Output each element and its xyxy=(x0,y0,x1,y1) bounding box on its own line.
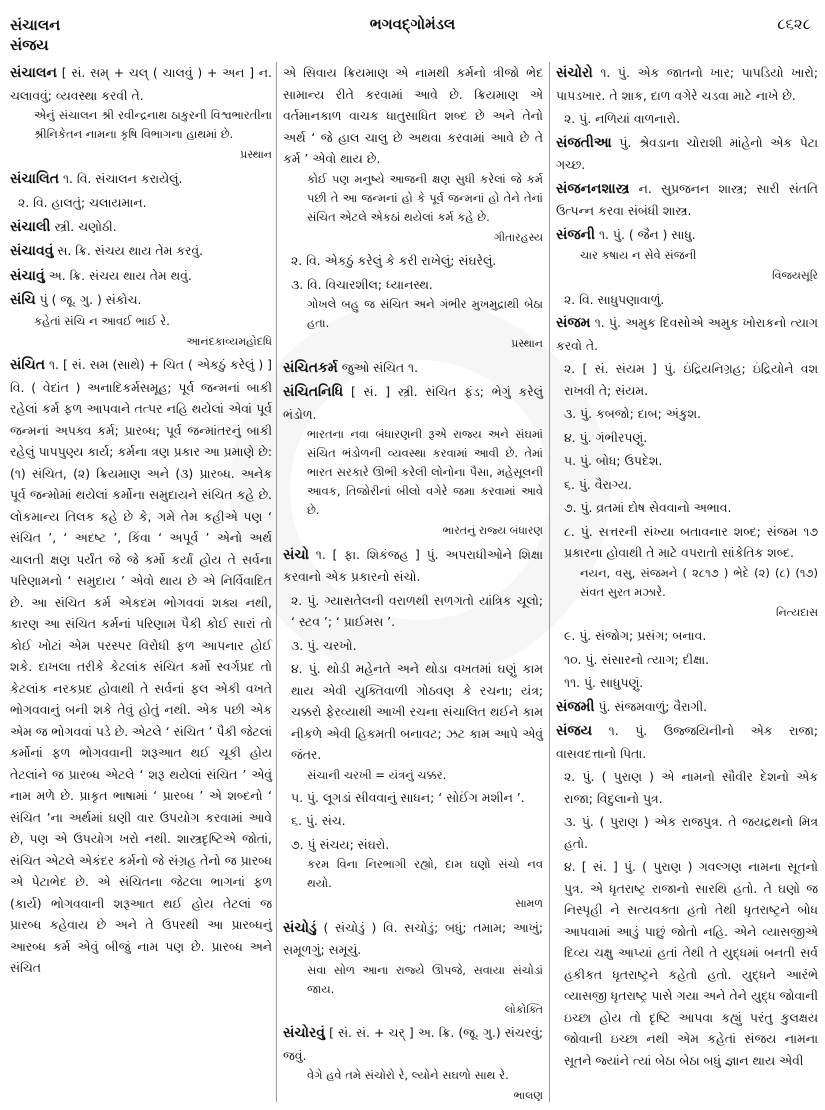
citation-quote: ગોખલે બહુ જ સંચિત અને ગંભીર મુખમુદ્રાથી બેઠા હતા. xyxy=(307,297,543,330)
definition: ૧. પું. એક જાતનો ખાર; પાપડિયો ખારો; પાપડખાર. તે શાક, દાળ વગેરે ચડવા માટે નાખે છે. xyxy=(556,65,818,103)
sense-definition: ૫. પું. બોધ; ઉપદેશ. xyxy=(564,453,663,468)
dictionary-entry xyxy=(283,357,543,380)
citation-source: ભાલણ xyxy=(513,1089,543,1102)
definition: ૧. પું. ઉજ્જયિનીનો એક રાજા; વાસવદત્તાનો પિતા. xyxy=(556,723,818,761)
dictionary-entry xyxy=(283,834,543,915)
dictionary-entry xyxy=(283,274,543,355)
dictionary-entry xyxy=(10,289,272,352)
sense-definition: ૨. પું. નળિયાં વાળનારો. xyxy=(564,111,681,126)
dictionary-entry xyxy=(556,720,818,764)
citation-quote: ભારતના નવા બંધારણની રૂએ રાજ્ય અને સંઘમાં સંચિત ભંડોળની વ્યવસ્થા કરવામાં આવી છે. તેમાં ભારત સરકારે ઊભી કરેલી લોનોના પૈસા, મહેસૂલની આવક, તિજોરીનાં બીલો વગેરે જમા કરવામાં આવે છે. xyxy=(307,427,543,517)
citation-source: નિત્યદાસ xyxy=(775,605,818,619)
definition: [ સં. સં. + ચર્ ] અ. ક્રિ. (જૂ. ગુ.) સંચરવું; જવું. xyxy=(283,1025,543,1063)
sense-definition: ૩. પું. કબજો; દાબ; અંકુશ. xyxy=(564,406,702,421)
sense-definition: ૨. વિ. એકઠું કરેલું કે કરી રાખેલું; સંઘરેલું. xyxy=(291,253,497,268)
dictionary-entry xyxy=(556,625,818,647)
definition: સ્ત્રી. ચણોઠી. xyxy=(54,218,117,234)
headword: સંજનનશાસ્ત્ર xyxy=(556,180,630,197)
dictionary-entry xyxy=(10,192,272,214)
column-3 xyxy=(556,62,818,1073)
sense-definition: ૧૦. પું. સંસારનો ત્યાગ; દીક્ષા. xyxy=(564,651,710,667)
dictionary-entry xyxy=(10,354,272,979)
citation-source: ભારતનું રાજ્ય બંધારણ xyxy=(442,524,543,537)
dictionary-entry xyxy=(556,108,818,130)
dictionary-entry xyxy=(556,696,818,719)
definition: જુઓ સંચિત ૧. xyxy=(341,359,419,375)
headword: સંચાવું xyxy=(10,267,45,284)
citation-source: પ્રસ્થાન xyxy=(511,337,543,350)
dictionary-entry xyxy=(556,289,818,311)
definition: ૧. વિ. સંચાલન કરાયેલું. xyxy=(62,170,183,186)
dictionary-entry xyxy=(556,450,818,472)
page-number: ૮૬૨૮ xyxy=(777,15,811,33)
headword: સંચોડું xyxy=(283,919,317,936)
dictionary-entry xyxy=(283,810,543,832)
headword: સંજમી xyxy=(556,698,595,715)
definition: પું. શ્રેવડાના ચોરાશી માંહેનો એક પેટા ગચ્છ. xyxy=(556,134,818,172)
citation-source: વિજયસૂરિ xyxy=(772,269,818,282)
sense-definition: ૩. પું. ( પુરાણ ) એક રાજપુત્ર. તે જયદ્રથનો મિત્ર હતો. xyxy=(564,814,818,851)
dictionary-entry xyxy=(556,403,818,425)
headword: સંચિતકર્મ xyxy=(283,359,338,376)
sense-definition: ૨. વિ. સાધુપણાવાળું. xyxy=(564,291,665,307)
dictionary-entry xyxy=(556,811,818,854)
dictionary-entry xyxy=(556,224,818,287)
citation-quote: એનું સંચાલન શ્રી રવીન્દ્રનાથ ઠાકુરની વિશ્વભારતીના શ્રીનિકેતન નામના કૃષિ વિભાગના હાથમાં છે. xyxy=(34,108,272,141)
definition: ( સંચોડું ) વિ. સચોડું; બધું; તમામ; આખું; સમૂળગું; સમૂચું. xyxy=(283,919,543,957)
headword: સંચોરવું xyxy=(283,1025,325,1041)
dictionary-entry xyxy=(556,312,818,356)
citation-quote: નયન, વસુ, સંજમને ( ૨૮૧૭ ) ભેદે (૨) (૮) (૧૭) સંવત સુરત મઝારે. xyxy=(580,565,818,599)
dictionary-entry xyxy=(283,590,543,633)
sense-definition: ૪. [ સં. ] પું. ( પુરાણ ) ગવલ્ગણ નામના સૂતનો પુત્ર. એ ધૃતરાષ્ટ્ર રાજાનો સારથિ હતો. તે ઘણો જ નિસ્પૃહી ને સત્યવક્તા હતો તેથી ધૃતરાષ્ટ્રને બોધ આપવામાં આડું પાછું જોતો નહિ. એને વ્યાસજીએ દિવ્ય ચક્ષુ આપ્યાં હતાં તેથી તે યુદ્ધમાં બનતી સર્વ હકીકત ધૃતરાષ્ટ્રને કહેતો હતો. યુદ્ધને આરંભે વ્યાસજી ધૃતરાષ્ટ્ર પાસે ગયા અને તેને યુદ્ધ જોવાની ઇચ્છા હોય તો દૃષ્ટિ આપવા કહ્યું પરંતુ કુલક્ષય જોવાની ઇચ્છા નથી એમ કહેતાં સંજય નામના સૂતને જ્યાંને ત્યાં બેઠા બેઠા બધું જ્ઞાન થાય એવી xyxy=(564,859,818,1068)
guide-word-first: સંચાલન xyxy=(10,16,61,34)
dictionary-entry xyxy=(556,62,818,106)
dictionary-entry xyxy=(283,658,543,785)
dictionary-entry xyxy=(283,544,543,588)
dictionary-entry xyxy=(556,358,818,401)
sense-definition: ૭. પું. વ્રતમાં દોષ સેવવાનો અભાવ. xyxy=(564,500,732,515)
sense-definition: ૯. પું. સંજોગ; પ્રસંગ; બનાવ. xyxy=(564,628,707,643)
definition: ૧. [ સં. સમ (સાથે) + ચિત ( એકઠું કરેલું ) ] વિ. ( વેદાંત ) અનાદિકર્મસમૂહ; પૂર્વ જન્મનાં બાકી રહેલાં કર્મ ફળ આપવાને તત્પર નહિ થયેલાં એવાં પૂર્વ જન્મનાં અપક્વ કર્મ; પ્રારબ્ધ; પૂર્વ જન્માંતરનું બાકી રહેલું પાપપુણ્ય કાર્ય; કર્મના ત્રણ પ્રકાર આ પ્રમાણે છે: (૧) સંચિત, (૨) ક્રિયમાણ અને (૩) પ્રારબ્ધ. અનેક પૂર્વ જન્મોમાં થયેલાં કર્મોના સમુદાયને સંચિત કહે છે. લોકમાન્ય તિલક કહે છે કે, ગમે તેમ કહીએ પણ ‘ સંચિત ’, ‘ અદષ્ટ ’, કિંવા ‘ અપૂર્વ ’ એનો અર્થ ચાલતી ક્ષણ પર્યંત જે જે કર્મો કર્યાં હોય તે સર્વના પરિણામનો ‘ સમુદાય ’ એવો થાય છે એ નિર્વિવાદિત છે. આ સંચિત કર્મ એકદમ ભોગવવાં શક્ય નથી, કારણ આ સંચિત કર્મનાં પરિણામ પૈકી કોઈ સારાં તો કોઈ ખોટાં એમ પરસ્પર વિરોધી ફળ આપનાર હોઈ શકે. દાખલા તરીકે કેટલાંક સંચિત કર્મો સ્વર્ગપ્રદ તો કેટલાંક નરકપ્રદ હોવાથી તે સર્વનાં ફલ એકી વખતે ભોગવવાનું બની શકે તેવું હોતું નથી. એક પછી એક એમ જ ભોગવવાં પડે છે. એટલે ‘ સંચિત ’ પૈકી જેટલાં કર્મોનાં ફળ ભોગવવાની શરૂઆત થઈ ચૂકી હોય તેટલાંને જ પ્રારબ્ધ એટલે ‘ શરૂ થયેલાં સંચિત ’ એવું નામ મળે છે. પ્રાકૃત ભાષામાં ‘ પ્રારબ્ધ ’ એ શબ્દનો ‘ સંચિત ’ના અર્થમાં ઘણી વાર ઉપયોગ કરવામાં આવે છે, પણ એ ઉપયોગ ખરો નથી. શાસ્ત્રદૃષ્ટિએ જોતાં, સંચિત એટલે એકંદર કર્મનો જે સંગ્રહ તેનો જ પ્રારબ્ધ એ પેટાભેદ છે. એ સંચિતના જેટલા ભાગનાં ફળ (કાર્ય) ભોગવવાની શરૂઆત થઈ હોય તેટલાં જ પ્રારબ્ધ કહેવાય છે અને તે ઉપરથી આ પ્રારબ્ધનું આરબ્ધ કર્મ એવું બીજું નામ પણ છે. પ્રારબ્ધ અને સંચિત xyxy=(10,357,272,975)
sense-definition: ૪. પું. થોડી મહેનતે અને થોડા વખતમાં ઘણું કામ થાય એવી યુક્તિવાળી ગોઠવણ કે રચના; યંત્ર; ચક્કરો ફેરવ્યાથી આખી રચના સંચાલિત થઈને કામ નીકળે એવી હિકમતી બનાવટ; ઝટ કામ આપે એવું જંતર. xyxy=(291,661,543,762)
dictionary-entry xyxy=(556,497,818,519)
definition: અ. ક્રિ. સંચય થાય તેમ થવું. xyxy=(48,267,192,283)
headword: સંચાલન xyxy=(10,65,57,81)
headword: સંજની xyxy=(556,226,596,243)
definition: પું ( જૂ. ગુ. ) સંકોચ. xyxy=(39,292,142,307)
citation-quote: કરમ વિના નિરભાગી રહ્યો, દામ ઘણો સંચો નવ થયો. xyxy=(307,857,543,890)
dictionary-entry xyxy=(556,766,818,809)
sense-definition: ૩. વિ. વિચારશીલ; ધ્યાનસ્થ. xyxy=(291,276,433,292)
citation-quote: ચાર કષાય ન સેવે સંજની xyxy=(580,248,697,262)
dictionary-entry xyxy=(283,1022,543,1107)
citation-quote: કોઈ પણ મનુષ્યે આજની ક્ષણ સુધી કરેલાં જે કર્મ પછી તે આ જન્મનાં હો કે પૂર્વ જન્મનાં હો તેને તેનાં સંચિત એટલે એકઠાં થયેલાં કર્મ કહે છે. xyxy=(307,171,543,224)
sense-definition: ૨. વિ. હાલતું; ચલાયમાન. xyxy=(18,195,147,210)
definition: પું. સંજમવાળું; વૈરાગી. xyxy=(598,698,708,714)
dictionary-entry xyxy=(283,62,543,248)
page-header xyxy=(0,0,825,60)
definition: ૧. પું. અમુક દિવસોએ અમુક ખોરાકનો ત્યાગ કરવો તે. xyxy=(556,315,818,353)
definition: સ. ક્રિ. સંચય થાય તેમ કરવું. xyxy=(57,243,204,258)
dictionary-entry xyxy=(556,132,818,176)
dictionary-entry xyxy=(283,250,543,272)
column-divider xyxy=(549,62,550,1102)
headword: સંચિ xyxy=(10,292,36,308)
sense-definition: ૮. પું. સત્તરની સંખ્યા બતાવનાર શબ્દ; સંજમ ૧૭ પ્રકારના હોવાથી તે માટે વપરાતો સાંકેતિક શબ્દ. xyxy=(564,523,818,560)
dictionary-entry xyxy=(556,521,818,624)
sense-definition: ૬. પું. સંચ. xyxy=(291,813,346,828)
definition: [ સં. સમ્ + ચલ્ ( ચાલવું ) + અન ] ન. ચલાવવું; વ્યવસ્થા કરવી તે. xyxy=(10,65,272,103)
headword: સંચાલી xyxy=(10,218,51,235)
citation-source: આનંદકાવ્યમહોદધિ xyxy=(186,334,272,348)
citation-quote: વેગે હવે તમે સંચોરો રે, લ્યોને સઘળો સાથ રે. xyxy=(307,1068,509,1082)
dictionary-entry xyxy=(556,178,818,222)
definition: ન. સુપ્રજનન શાસ્ત્ર; સારી સંતતિ ઉત્પન્ન કરવા સંબંધી શાસ્ત્ર. xyxy=(556,180,818,218)
dictionary-entry xyxy=(283,635,543,657)
dictionary-entry xyxy=(556,672,818,694)
sense-definition: ૫. પું. લૂગડાં સીવવાનું સાધન; ‘ સોઈંગ મશીન ’. xyxy=(291,789,525,805)
sense-definition: ૧૧. પું. સાધુપણું. xyxy=(564,675,644,690)
definition: ૧. પું. ( જૈન ) સાધુ. xyxy=(598,226,696,242)
headword: સંજમ xyxy=(556,315,591,331)
dictionary-entry xyxy=(10,216,272,239)
sense-definition: ૪. પું. ગંભીરપણું. xyxy=(564,429,648,445)
sense-definition: ૭. પું સંચય; સંઘરો. xyxy=(291,836,390,852)
headword: સંજય xyxy=(556,723,593,739)
continued-text: એ સિવાય ક્રિયમાણ એ નામથી કર્મનો ત્રીજો ભેદ સામાન્ય રીતે કરવામાં આવે છે. ક્રિયમાણ એ વર્તમાનકાળ વાચક ધાતુસાધિત શબ્દ છે અને તેનો અર્થ ‘ જે હાલ ચાલુ છે અથવા કરવામાં આવે છે તે કર્મ ’ એવો થાય છે. xyxy=(283,65,543,166)
headword: સંચો xyxy=(283,546,310,563)
dictionary-entry xyxy=(556,427,818,449)
citation-source: ગીતારહસ્ય xyxy=(493,230,543,244)
guide-word-last: સંજય xyxy=(10,36,49,54)
dictionary-entry xyxy=(556,649,818,671)
dictionary-entry xyxy=(556,856,818,1071)
dictionary-entry xyxy=(10,168,272,191)
column-divider xyxy=(276,62,277,1102)
headword: સંચિત xyxy=(10,357,45,373)
definition: ૧. [ ફા. શિકંજહ ] પું. અપરાધીઓને શિક્ષા કરવાનો એક પ્રકારનો સંચો. xyxy=(283,546,543,584)
dictionary-entry xyxy=(10,62,272,166)
citation-source: પ્રસ્થાન xyxy=(240,148,272,161)
dictionary-title: ભગવદ્ગોમંડલ xyxy=(369,15,456,33)
sense-definition: ૨. પું. ( પુરાણ ) એ નામનો સૌવીર દેશનો એક રાજા; વિદુલાનો પુત્ર. xyxy=(564,769,818,806)
citation-quote: સંચાની ચરખી = યંત્રનું ચક્કર. xyxy=(307,767,447,782)
headword: સંચોરો xyxy=(556,65,593,81)
dictionary-entry xyxy=(283,381,543,542)
sense-definition: ૨. પું. ગ્યાસતેલની વરાળથી સળગતો યાંત્રિક ચૂલો; ‘ સ્ટવ ’; ‘ પ્રાઈમસ ’. xyxy=(291,592,543,629)
dictionary-entry xyxy=(556,474,818,496)
dictionary-entry xyxy=(283,917,543,1021)
definition: [ સં. ] સ્ત્રી. સંચિત ફંડ; ભેગું કરેલું ભંડોળ. xyxy=(283,384,543,422)
headword: સંજતીઆ xyxy=(556,134,612,151)
citation-quote: સવા સોળ આના રાજ્યે ઊપજે, સવાયા સંચોડાં જાય. xyxy=(307,962,543,996)
sense-definition: ૨. [ સં. સંયમ ] પું. ઇંદ્રિયનિગ્રહ; ઇંદ્રિયોને વશ રાખવી તે; સંયમ. xyxy=(564,361,818,398)
sense-definition: ૩. પું. ચરખો. xyxy=(291,637,357,653)
headword: સંચાવવું xyxy=(10,243,54,259)
column-1 xyxy=(10,62,272,981)
citation-source: લોકોક્તિ xyxy=(504,1002,543,1016)
citation-source: સામળ xyxy=(515,897,543,910)
citation-quote: કહેતાં સંચિ ન આવઈ ભાઈ રે. xyxy=(34,313,170,328)
sense-definition: ૬. પું. વૈરાગ્ય. xyxy=(564,476,632,492)
headword: સંચિતનિધિ xyxy=(283,384,344,400)
dictionary-entry xyxy=(10,265,272,288)
dictionary-entry xyxy=(283,787,543,809)
headword: સંચાલિત xyxy=(10,170,59,187)
dictionary-entry xyxy=(10,240,272,263)
column-2 xyxy=(283,62,543,1109)
